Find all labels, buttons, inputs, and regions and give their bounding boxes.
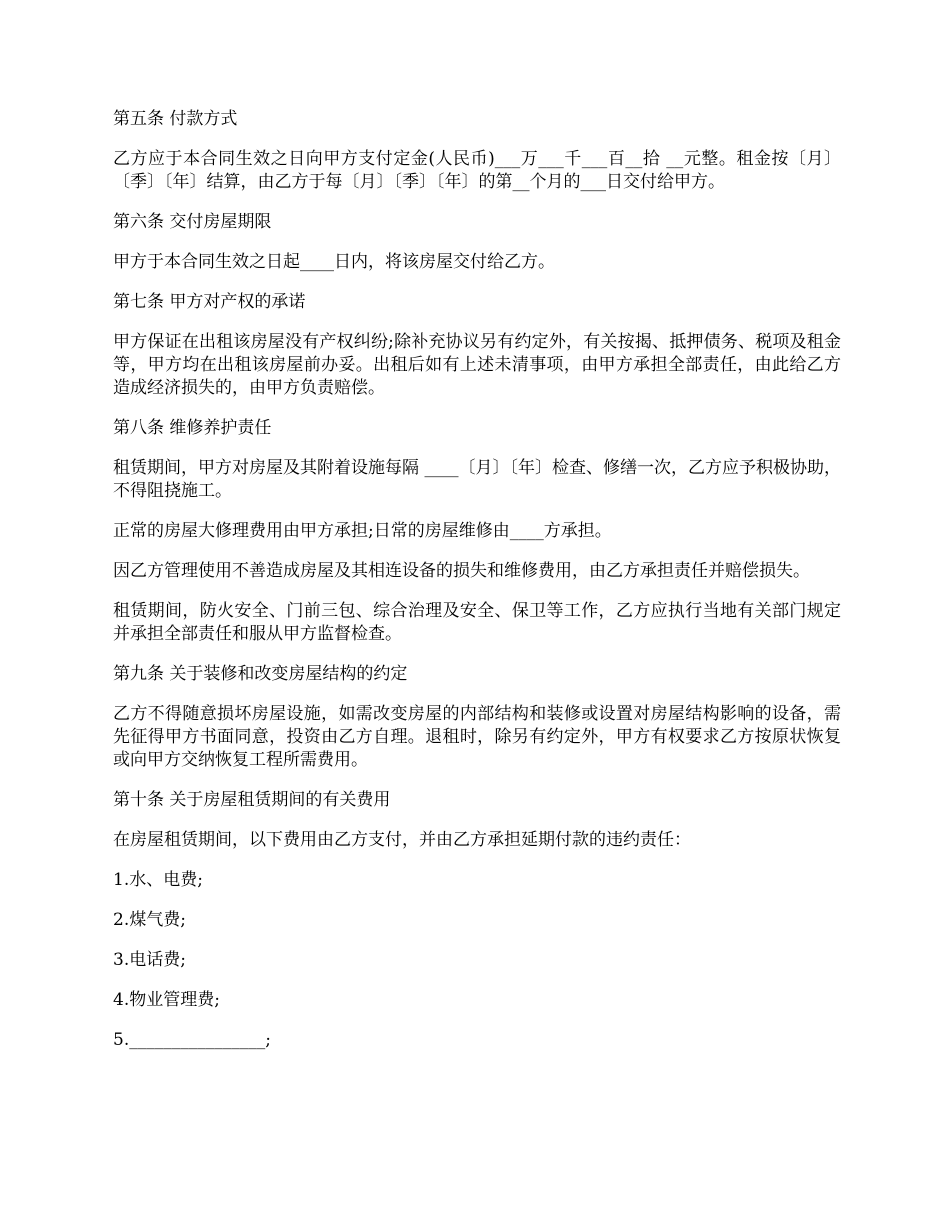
paragraph-payment: 乙方应于本合同生效之日向甲方支付定金(人民币)___万___千___百__拾 __元整。租金按〔月〕〔季〕〔年〕结算，由乙方于每〔月〕〔季〕〔年〕的第__个月的___日交付给甲方。 bbox=[113, 149, 841, 192]
section-heading-7: 第七条 甲方对产权的承诺 bbox=[113, 292, 306, 312]
list-item-fee-2: 2.煤气费; bbox=[113, 910, 186, 930]
paragraph-renovation: 乙方不得随意损坏房屋设施，如需改变房屋的内部结构和装修或设置对房屋结构影响的设备，需先征得甲方书面同意，投资由乙方自理。退租时，除另有约定外，甲方有权要求乙方按原状恢复或向甲方交纳恢复工程所需费用。 bbox=[113, 704, 841, 770]
section-heading-5: 第五条 付款方式 bbox=[113, 109, 238, 129]
paragraph-damage-liability: 因乙方管理使用不善造成房屋及其相连设备的损失和维修费用，由乙方承担责任并赔偿损失。 bbox=[113, 561, 810, 581]
document-page bbox=[113, 108, 841, 1069]
paragraph-maintenance-inspection: 租赁期间，甲方对房屋及其附着设施每隔 ____〔月〕〔年〕检查、修缮一次，乙方应予积极协助，不得阻挠施工。 bbox=[113, 458, 841, 501]
paragraph-property-rights: 甲方保证在出租该房屋没有产权纠纷;除补充协议另有约定外，有关按揭、抵押债务、税项及租金等，甲方均在出租该房屋前办妥。出租后如有上述未清事项，由甲方承担全部责任，由此给乙方造成经济损失的，由甲方负责赔偿。 bbox=[113, 332, 841, 398]
paragraph-repair-costs: 正常的房屋大修理费用由甲方承担;日常的房屋维修由____方承担。 bbox=[113, 521, 612, 541]
paragraph-delivery: 甲方于本合同生效之日起____日内，将该房屋交付给乙方。 bbox=[113, 252, 555, 272]
paragraph-safety: 租赁期间，防火安全、门前三包、综合治理及安全、保卫等工作，乙方应执行当地有关部门规定并承担全部责任和服从甲方监督检查。 bbox=[113, 601, 841, 644]
paragraph-fees-intro: 在房屋租赁期间，以下费用由乙方支付，并由乙方承担延期付款的违约责任： bbox=[113, 830, 691, 850]
list-item-fee-1: 1.水、电费; bbox=[113, 870, 203, 890]
section-heading-10: 第十条 关于房屋租赁期间的有关费用 bbox=[113, 790, 391, 810]
section-heading-8: 第八条 维修养护责任 bbox=[113, 418, 272, 438]
list-item-fee-4: 4.物业管理费; bbox=[113, 990, 220, 1010]
section-heading-6: 第六条 交付房屋期限 bbox=[113, 212, 272, 232]
list-item-fee-5: 5.________________; bbox=[113, 1030, 271, 1050]
list-item-fee-3: 3.电话费; bbox=[113, 950, 186, 970]
section-heading-9: 第九条 关于装修和改变房屋结构的约定 bbox=[113, 664, 408, 684]
